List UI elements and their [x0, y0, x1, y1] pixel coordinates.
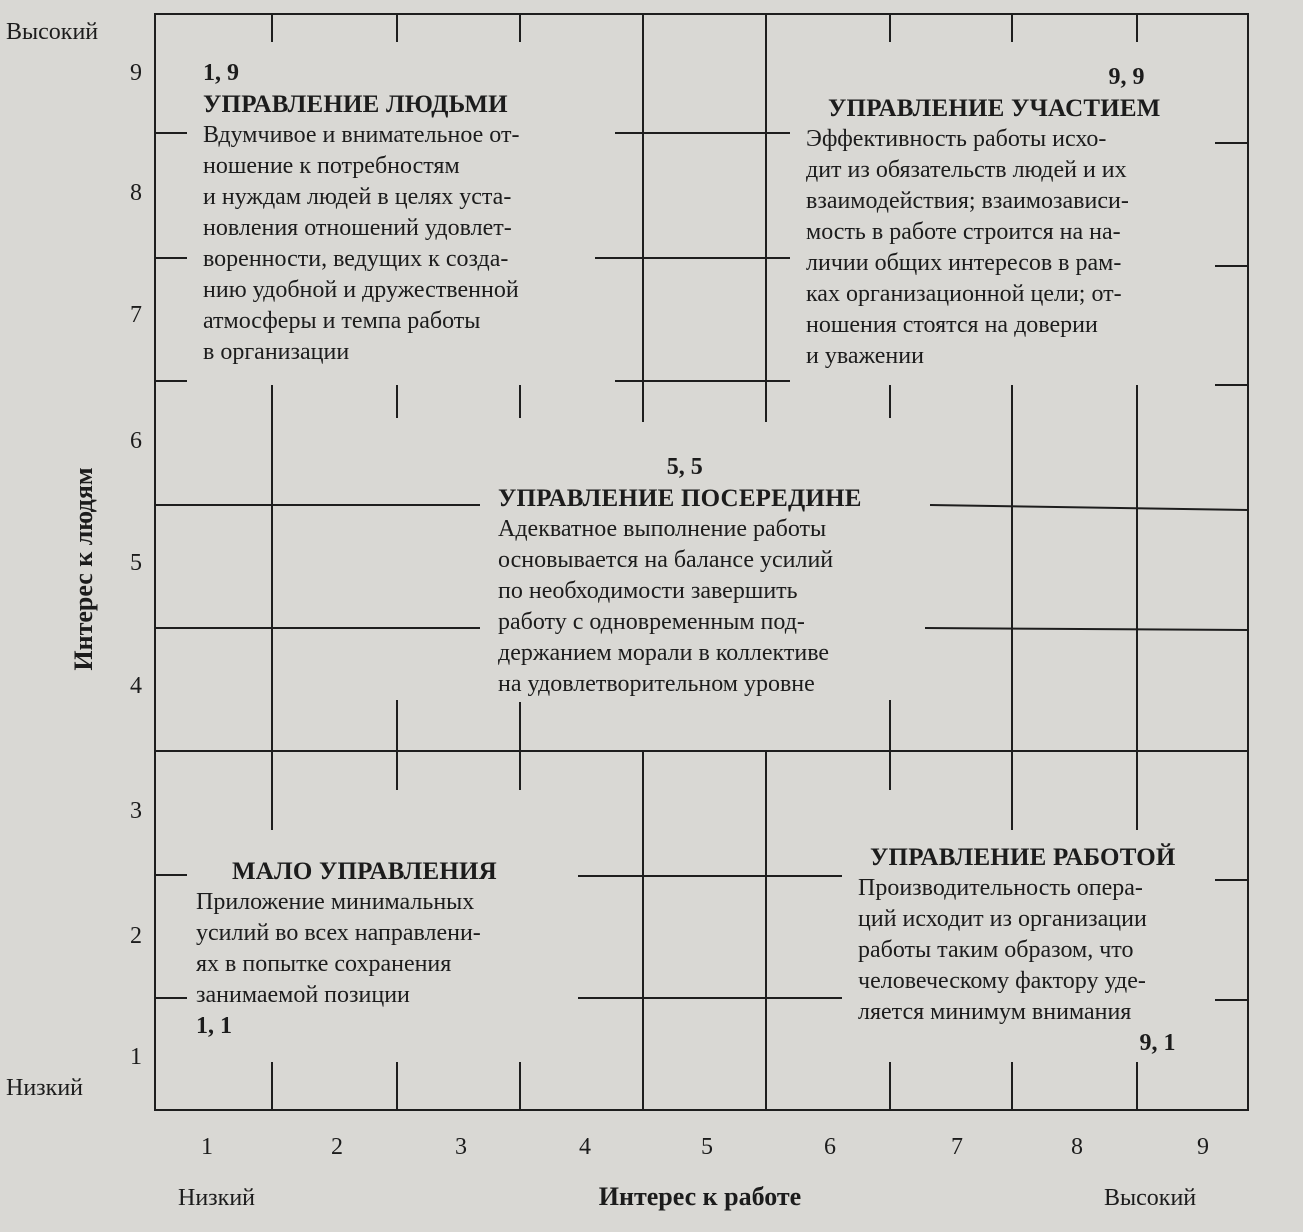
desc-line: ношение к потребностям — [203, 153, 460, 179]
desc-line: новления отношений удовлет- — [203, 215, 512, 241]
style-title: УПРАВЛЕНИЕ ЛЮДЬМИ — [203, 91, 508, 118]
style-coord: 1, 9 — [203, 60, 239, 86]
desc-line: основывается на балансе усилий — [498, 547, 834, 573]
y-tick-2: 2 — [130, 923, 142, 949]
desc-line: взаимодействия; взаимозависи- — [806, 188, 1129, 214]
y-axis-low-label: Низкий — [6, 1075, 84, 1101]
desc-line: Вдумчивое и внимательное от- — [203, 122, 520, 148]
style-block-9-9 — [806, 62, 1161, 372]
style-title: УПРАВЛЕНИЕ ПОСЕРЕДИНЕ — [498, 485, 862, 512]
desc-line: нию удобной и дружественной — [203, 277, 519, 303]
desc-line: воренности, ведущих к созда- — [203, 246, 509, 272]
desc-line: на удовлетворительном уровне — [498, 671, 815, 697]
style-block-1-1 — [196, 856, 497, 1042]
x-tick-7: 7 — [951, 1134, 963, 1160]
desc-line: мость в работе строится на на- — [806, 219, 1121, 245]
style-description — [196, 887, 497, 1011]
grid-line-h-5-5-right — [930, 505, 1248, 510]
desc-line: ляется минимум внимания — [858, 999, 1132, 1025]
y-tick-9: 9 — [130, 60, 142, 86]
y-axis-high-label: Высокий — [6, 19, 99, 45]
style-coord: 9, 9 — [1108, 64, 1145, 90]
x-tick-2: 2 — [331, 1134, 343, 1160]
style-block-5-5 — [492, 450, 868, 702]
desc-line: и нуждам людей в целях уста- — [203, 184, 512, 210]
desc-line: ках организационной цели; от- — [806, 281, 1122, 307]
style-coord: 5, 5 — [666, 454, 703, 480]
grid-line-h-4-5-right — [925, 628, 1248, 630]
x-tick-9: 9 — [1197, 1134, 1209, 1160]
desc-line: ношения стоятся на доверии — [806, 312, 1098, 338]
x-tick-8: 8 — [1071, 1134, 1083, 1160]
desc-line: усилий во всех направлени- — [196, 920, 481, 946]
desc-line: ций исходит из организации — [858, 906, 1147, 932]
desc-line: Адекватное выполнение работы — [498, 516, 827, 542]
desc-line: по необходимости завершить — [498, 578, 798, 604]
desc-line: Эффективность работы исхо- — [806, 126, 1107, 152]
desc-line: личии общих интересов в рам- — [806, 250, 1122, 276]
x-tick-5: 5 — [701, 1134, 713, 1160]
style-description — [858, 873, 1176, 1028]
style-title: УПРАВЛЕНИЕ УЧАСТИЕМ — [828, 95, 1161, 122]
desc-line: держанием морали в коллективе — [498, 640, 830, 666]
y-tick-5: 5 — [130, 550, 142, 576]
y-tick-1: 1 — [130, 1044, 142, 1070]
y-axis-title: Интерес к людям — [69, 467, 98, 671]
desc-line: и уважении — [806, 343, 924, 369]
desc-line: ях в попытке сохранения — [196, 951, 452, 977]
style-description — [806, 124, 1161, 372]
desc-line: дит из обязательств людей и их — [806, 157, 1127, 183]
style-block-1-9 — [203, 58, 519, 368]
desc-line: Производительность опера- — [858, 875, 1143, 901]
desc-line: занимаемой позиции — [196, 982, 410, 1008]
x-axis-low-label: Низкий — [178, 1185, 256, 1211]
y-tick-8: 8 — [130, 180, 142, 206]
x-tick-3: 3 — [455, 1134, 467, 1160]
x-tick-4: 4 — [579, 1134, 591, 1160]
style-title: МАЛО УПРАВЛЕНИЯ — [232, 858, 497, 885]
x-tick-1: 1 — [201, 1134, 213, 1160]
desc-line: человеческому фактору уде- — [858, 968, 1146, 994]
style-description — [203, 120, 519, 368]
desc-line: в организации — [203, 339, 350, 365]
x-axis-high-label: Высокий — [1104, 1185, 1197, 1211]
style-coord: 1, 1 — [196, 1013, 232, 1039]
desc-line: атмосферы и темпа работы — [203, 308, 481, 334]
desc-line: работу с одновременным под- — [498, 609, 805, 635]
y-tick-3: 3 — [130, 798, 142, 824]
y-tick-7: 7 — [130, 302, 142, 328]
y-tick-4: 4 — [130, 673, 142, 699]
x-tick-6: 6 — [824, 1134, 836, 1160]
style-coord: 9, 1 — [1139, 1030, 1176, 1056]
style-title: УПРАВЛЕНИЕ РАБОТОЙ — [870, 844, 1176, 871]
x-axis-title: Интерес к работе — [598, 1182, 802, 1211]
style-description — [498, 514, 862, 700]
style-block-9-1 — [858, 842, 1176, 1059]
desc-line: работы таким образом, что — [858, 937, 1134, 963]
y-tick-6: 6 — [130, 428, 142, 454]
desc-line: Приложение минимальных — [196, 889, 475, 915]
